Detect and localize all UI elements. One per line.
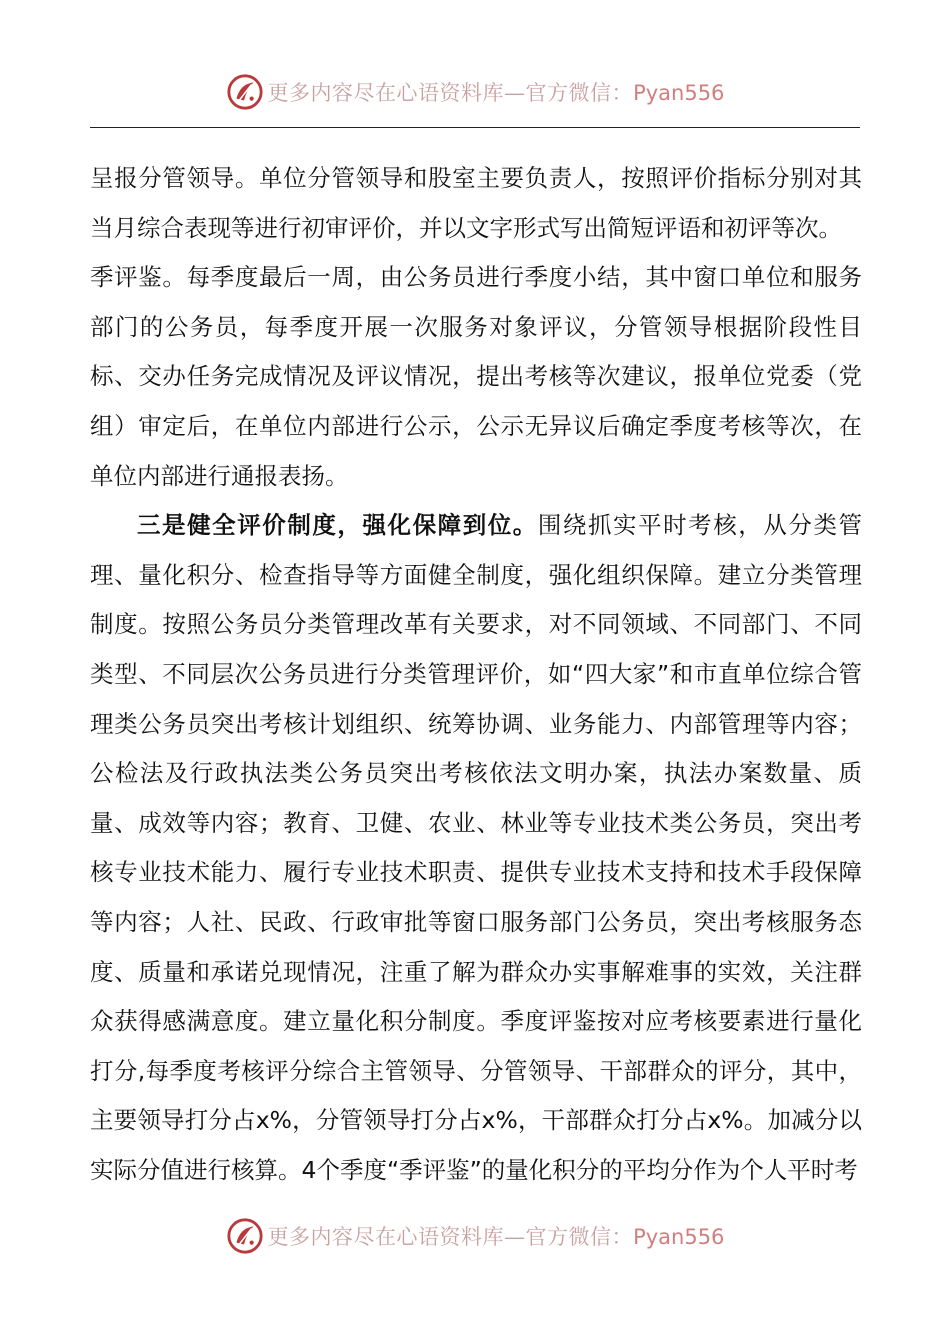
paragraph-heading: 三是健全评价制度，强化保障到位。 <box>137 511 538 540</box>
watermark-brand: Pyan556 <box>633 81 725 105</box>
footer-watermark <box>0 1216 950 1256</box>
logo-icon <box>226 73 264 111</box>
paragraph: 季评鉴。每季度最后一周，由公务员进行季度小结，其中窗口单位和服务部门的公务员，每季度开展一次服务对象评议，分管领导根据阶段性目标、交办任务完成情况及评议情况，提出考核等次建议，报单位党委（党组）审定后，在单位内部进行公示，公示无异议后确定季度考核等次，在单位内部进行通报表扬。 <box>90 263 862 490</box>
paragraph: 呈报分管领导。单位分管领导和股室主要负责人，按照评价指标分别对其当月综合表现等进行初审评价，并以文字形式写出简短评语和初评等次。 <box>90 164 862 242</box>
paragraph <box>90 501 862 1195</box>
watermark-text: 更多内容尽在心语资料库—官方微信：Pyan556 <box>267 81 725 105</box>
document-body <box>90 154 862 1195</box>
logo-icon <box>226 1217 264 1255</box>
watermark-brand: Pyan556 <box>633 1225 725 1249</box>
header-divider <box>90 127 860 128</box>
watermark-text: 更多内容尽在心语资料库—官方微信：Pyan556 <box>267 1225 725 1249</box>
header-watermark <box>0 72 950 112</box>
paragraph-text: 围绕抓实平时考核，从分类管理、量化积分、检查指导等方面健全制度，强化组织保障。建立分类管理制度。按照公务员分类管理改革有关要求，对不同领域、不同部门、不同类型、不同层次公务员进行分类管理评价，如“四大家”和市直单位综合管理类公务员突出考核计划组织、统筹协调、业务能力、内部管理等内容；公检法及行政执法类公务员突出考核依法文明办案，执法办案数量、质量、成效等内容；教育、卫健、农业、林业等专业技术类公务员，突出考核专业技术能力、履行专业技术职责、提供专业技术支持和技术手段保障等内容；人社、民政、行政审批等窗口服务部门公务员，突出考核服务态度、质量和承诺兑现情况，注重了解为群众办实事解难事的实效，关注群众获得感满意度。建立量化积分制度。季度评鉴按对应考核要素进行量化打分,每季度考核评分综合主管领导、分管领导、干部群众的评分，其中，主要领导打分占x%，分管领导打分占x%，干部群众打分占x%。加减分以实际分值进行核算。4个季度“季评鉴”的量化积分的平均分作为个人平时考 <box>90 511 863 1184</box>
